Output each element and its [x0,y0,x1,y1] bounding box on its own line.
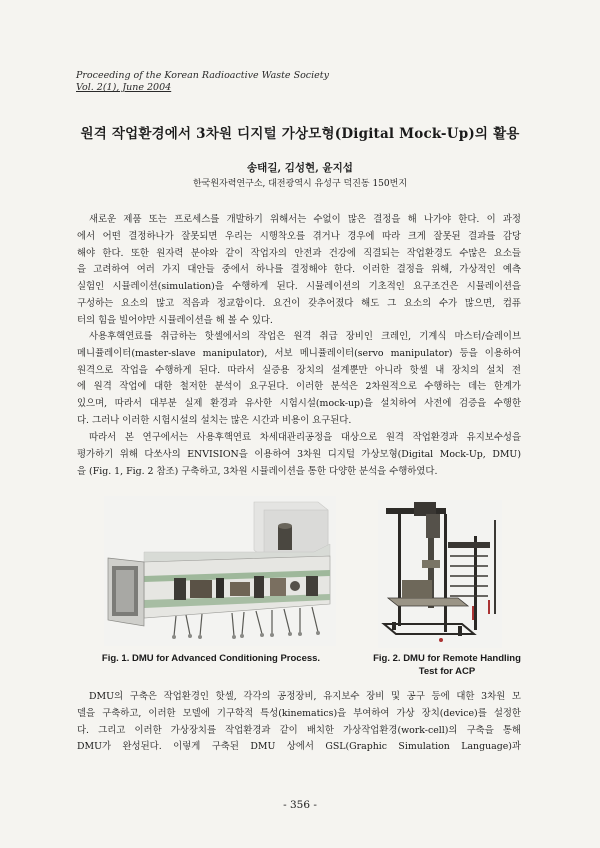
figure-2-remote-handling-frame [378,500,502,648]
text-line: 을 고려하여 여러 가지 대안들 중에서 하나를 결정해야 한다. 이러한 결정을 위해, 가상적인 예측 [77,264,521,276]
paragraph-3 [77,430,521,480]
figure-1-caption: Fig. 1. DMU for Advanced Conditioning Process. [101,653,321,664]
text-line: 터의 힘을 빌어야만 시뮬레이션을 해 볼 수 있다. [77,314,273,326]
figure-2-caption-line1: Fig. 2. DMU for Remote Handling [373,653,521,664]
text-line: 을 (Fig. 1, Fig. 2 참조) 구축하고, 3차원 시뮬레이션을 통한 다양한 분석을 수행하였다. [77,465,438,477]
figure-1-dmu-render [104,496,336,646]
text-line: 델을 구축하고, 이러한 모델에 기구학적 특성(kinematics)을 부여하여 가상 장치(device)를 설정한 [77,707,521,719]
journal-header [76,70,329,94]
text-line: 새로운 제품 또는 프로세스를 개발하기 위해서는 수없이 많은 결정을 해 나가야 한다. 이 과정 [89,214,521,225]
text-line: 에 원격 작업에 대한 철저한 분석이 요구된다. 이러한 분석은 2차원적으로 수행하는 데는 한계가 [77,381,521,393]
text-line: 평가하기 위해 다쏘사의 ENVISION을 이용하여 3차원 디지털 가상모형(Digital Mock-Up, DMU) [77,448,521,460]
paragraph-4 [77,689,521,756]
paper-authors: 송태길, 김성현, 윤지섭 [247,162,353,174]
text-line: 실험인 시뮬레이션(simulation)을 수행하게 된다. 시뮬레이션의 기초적인 요구조건은 시뮬레이션을 [77,281,521,293]
paper-affiliation: 한국원자력연구소, 대전광역시 유성구 덕진동 150번지 [192,179,408,189]
text-line: 구성하는 요소의 많고 적음과 정교함이다. 요건이 갖추어졌다 해도 그 요소의 수가 많으면, 컴퓨 [77,297,521,309]
figure-2-caption [362,652,532,678]
text-line: 메니퓰레이터(master-slave manipulator), 서보 메니퓰레이터(servo manipulator) 등을 이용하여 [77,347,521,359]
paper-title: 원격 작업환경에서 3차원 디지털 가상모형(Digital Mock-Up)의 활용 [80,126,520,142]
journal-name: Proceeding of the Korean Radioactive Waste Society [76,70,329,81]
journal-volume: Vol. 2(1), June 2004 [76,82,172,93]
text-line: 다. 그리고 이러한 가상장치를 작업환경과 같이 배치한 가상작업환경(work-cell)의 구축을 통해 [77,724,521,736]
text-line: 원격으로 작업을 수행하게 된다. 따라서 실증용 장치의 설계뿐만 아니라 핫셀 내 장치의 설치 전 [77,364,521,376]
text-line: DMU의 구축은 작업환경인 핫셀, 각각의 공정장비, 유지보수 장비 및 공구 등에 대한 3차원 모 [89,691,521,702]
paragraph-2 [77,329,521,430]
text-line: 따라서 본 연구에서는 사용후핵연료 차세대관리공정을 대상으로 원격 작업환경과 유지보수성을 [89,432,521,443]
text-line: 있으며, 따라서 대부분 실제 환경과 유사한 시험시설(mock-up)을 설치하여 사전에 검증을 수행한 [77,398,521,410]
text-line: 에서 어떤 결정하나가 잘못되면 우리는 시행착오를 겪거나 경우에 따라 크게 잘못된 결과를 감당 [77,230,521,242]
text-line: 사용후핵연료를 취급하는 핫셀에서의 작업은 원격 취급 장비인 크레인, 기계식 마스터/슬레이브 [89,331,521,342]
text-line: 다. 그러나 이러한 시험시설의 설치는 많은 시간과 비용이 요구된다. [77,414,352,426]
text-line: DMU가 완성된다. 이렇게 구축된 DMU 상에서 GSL(Graphic Simulation Language)과 [77,741,521,753]
figure-2-caption-line2: Test for ACP [418,666,476,677]
page-number: - 356 - [283,799,317,811]
text-line: 해야 한다. 또한 원자력 분야와 같이 작업자의 안전과 건강에 직결되는 작업환경도 수많은 요소들 [77,247,521,259]
paragraph-1 [77,212,521,330]
